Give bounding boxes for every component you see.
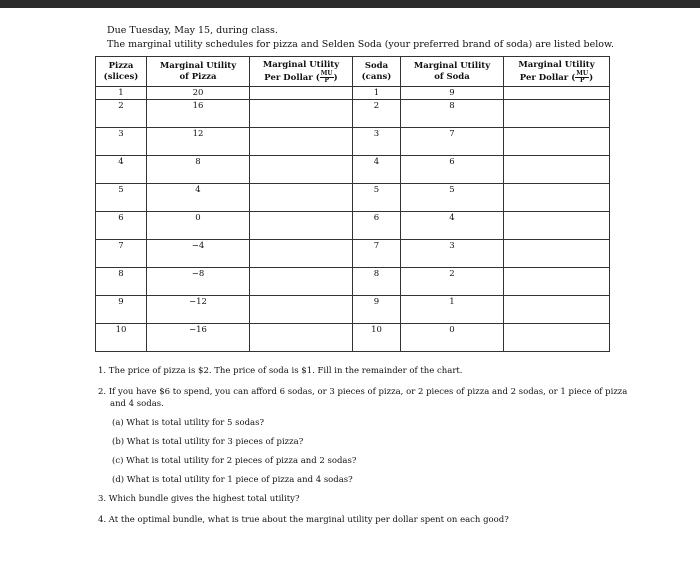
cell-soda: 5	[353, 184, 401, 212]
cell-mu-per-dollar-pizza	[250, 128, 353, 156]
cell-mu-soda: 8	[401, 100, 504, 128]
cell-mu-pizza: 0	[147, 212, 250, 240]
question-2d: (d) What is total utility for 1 piece of pizza and 4 sodas?	[112, 475, 353, 485]
cell-pizza: 10	[96, 324, 147, 352]
cell-mu-per-dollar-pizza	[250, 100, 353, 128]
cell-mu-soda: 6	[401, 156, 504, 184]
question-3: 3. Which bundle gives the highest total utility?	[98, 494, 300, 504]
table-row	[96, 240, 610, 268]
cell-soda: 9	[353, 296, 401, 324]
cell-soda: 8	[353, 268, 401, 296]
cell-mu-soda: 9	[401, 87, 504, 100]
assignment-header	[107, 24, 614, 52]
cell-mu-per-dollar-soda	[504, 212, 610, 240]
question-2-parts	[112, 417, 628, 486]
cell-pizza: 3	[96, 128, 147, 156]
cell-mu-per-dollar-soda	[504, 184, 610, 212]
col-mu-per-dollar-soda: Marginal Utility Per Dollar ( $\frac{MU}{P}$ )	[504, 57, 610, 87]
cell-soda: 2	[353, 100, 401, 128]
cell-pizza: 6	[96, 212, 147, 240]
cell-soda: 10	[353, 324, 401, 352]
cell-mu-per-dollar-soda	[504, 296, 610, 324]
col-pizza: Pizza (slices)	[96, 57, 147, 87]
questions	[98, 365, 628, 526]
cell-soda: 4	[353, 156, 401, 184]
cell-soda: 6	[353, 212, 401, 240]
cell-mu-per-dollar-soda	[504, 268, 610, 296]
cell-mu-pizza: −12	[147, 296, 250, 324]
cell-mu-soda: 5	[401, 184, 504, 212]
question-4: 4. At the optimal bundle, what is true about the marginal utility per dollar spent on each good?	[98, 515, 509, 525]
question-1: 1. The price of pizza is $2. The price of soda is $1. Fill in the remainder of the chart.	[98, 366, 463, 376]
cell-mu-pizza: 20	[147, 87, 250, 100]
cell-soda: 3	[353, 128, 401, 156]
cell-mu-per-dollar-soda	[504, 156, 610, 184]
cell-pizza: 1	[96, 87, 147, 100]
cell-mu-pizza: −8	[147, 268, 250, 296]
col-soda: Soda (cans)	[353, 57, 401, 87]
cell-mu-pizza: 8	[147, 156, 250, 184]
table-row	[96, 324, 610, 352]
cell-mu-per-dollar-pizza	[250, 212, 353, 240]
cell-pizza: 5	[96, 184, 147, 212]
cell-pizza: 7	[96, 240, 147, 268]
cell-mu-per-dollar-soda	[504, 100, 610, 128]
intro-text: The marginal utility schedules for pizza and Selden Soda (your preferred brand of soda) are listed below.	[107, 39, 615, 50]
cell-mu-per-dollar-pizza	[250, 296, 353, 324]
cell-mu-soda: 7	[401, 128, 504, 156]
cell-mu-per-dollar-pizza	[250, 268, 353, 296]
cell-pizza: 2	[96, 100, 147, 128]
question-2b: (b) What is total utility for 3 pieces of pizza?	[112, 437, 304, 447]
cell-pizza: 8	[96, 268, 147, 296]
cell-mu-per-dollar-pizza	[250, 184, 353, 212]
top-bar	[0, 0, 700, 8]
question-2a: (a) What is total utility for 5 sodas?	[112, 418, 265, 428]
table-row	[96, 184, 610, 212]
question-2-text: 2. If you have $6 to spend, you can afford 6 sodas, or 3 pieces of pizza, or 2 pieces of pizza and 2 sodas, or 1 piece of pizza and 4 sodas.	[98, 387, 628, 409]
cell-pizza: 4	[96, 156, 147, 184]
due-date: Due Tuesday, May 15, during class.	[107, 25, 278, 36]
table-header-row	[96, 57, 610, 87]
table-row	[96, 87, 610, 100]
cell-mu-soda: 0	[401, 324, 504, 352]
question-2	[98, 386, 628, 486]
cell-mu-soda: 1	[401, 296, 504, 324]
cell-mu-per-dollar-soda	[504, 240, 610, 268]
table-row	[96, 212, 610, 240]
mu-over-p-fraction: $\frac{MU}{P}$	[320, 69, 333, 84]
cell-mu-soda: 4	[401, 212, 504, 240]
cell-mu-pizza: 12	[147, 128, 250, 156]
col-mu-pizza: Marginal Utility of Pizza	[147, 57, 250, 87]
cell-mu-per-dollar-soda	[504, 324, 610, 352]
cell-mu-per-dollar-soda	[504, 128, 610, 156]
cell-mu-per-dollar-pizza	[250, 240, 353, 268]
cell-mu-per-dollar-soda	[504, 87, 610, 100]
cell-soda: 1	[353, 87, 401, 100]
cell-mu-per-dollar-pizza	[250, 324, 353, 352]
cell-mu-pizza: −4	[147, 240, 250, 268]
cell-mu-soda: 3	[401, 240, 504, 268]
utility-table	[95, 56, 610, 352]
cell-pizza: 9	[96, 296, 147, 324]
cell-mu-pizza: 4	[147, 184, 250, 212]
cell-soda: 7	[353, 240, 401, 268]
table-row	[96, 156, 610, 184]
mu-over-p-fraction: $\frac{MU}{P}$	[576, 69, 589, 84]
table-row	[96, 296, 610, 324]
table-row	[96, 100, 610, 128]
table-row	[96, 268, 610, 296]
col-mu-soda: Marginal Utility of Soda	[401, 57, 504, 87]
cell-mu-per-dollar-pizza	[250, 156, 353, 184]
cell-mu-pizza: 16	[147, 100, 250, 128]
cell-mu-soda: 2	[401, 268, 504, 296]
question-2c: (c) What is total utility for 2 pieces of pizza and 2 sodas?	[112, 456, 357, 466]
table-row	[96, 128, 610, 156]
col-mu-per-dollar-pizza: Marginal Utility Per Dollar ( $\frac{MU}{P}$ )	[250, 57, 353, 87]
cell-mu-per-dollar-pizza	[250, 87, 353, 100]
cell-mu-pizza: −16	[147, 324, 250, 352]
